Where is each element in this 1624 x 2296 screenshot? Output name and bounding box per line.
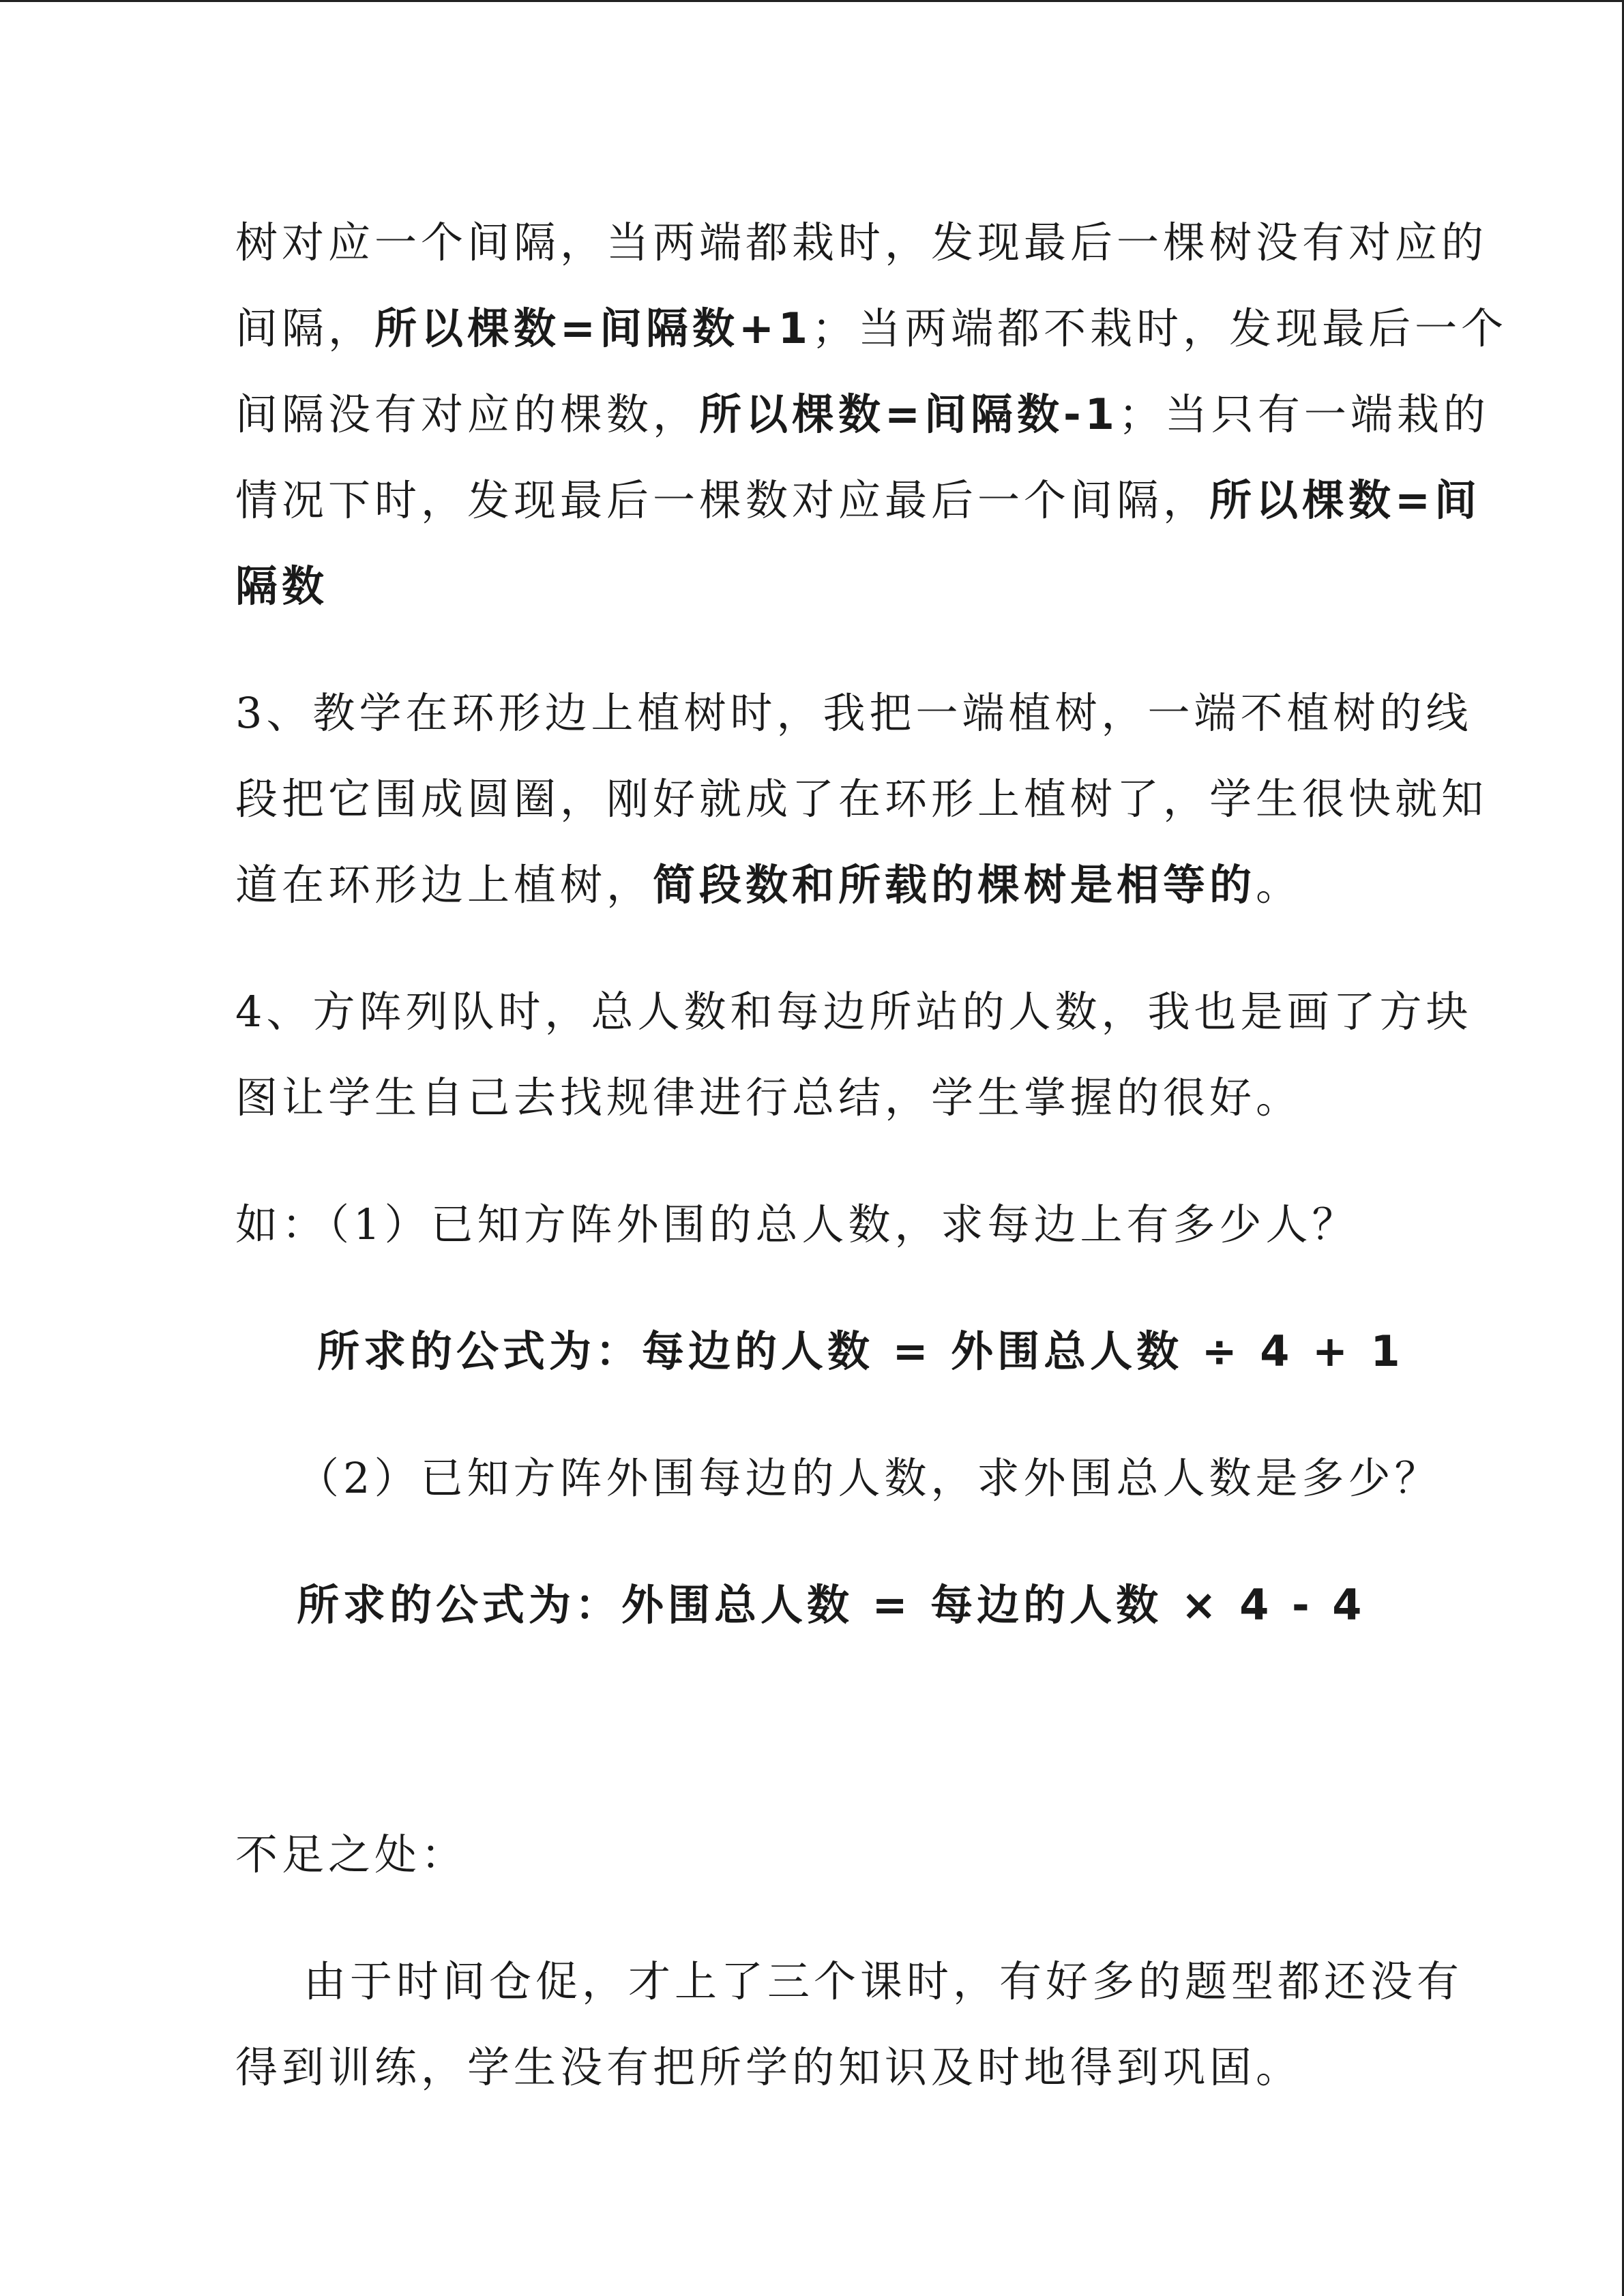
text-run: 道在环形边上植树， bbox=[235, 860, 653, 910]
formula-2 bbox=[235, 1562, 1422, 1648]
paragraph-line bbox=[235, 1939, 1464, 2025]
text-run: 3、教学在环形边上植树时，我把一端植树，一端不植树的线 bbox=[235, 688, 1473, 738]
bold-rule-text: 隔数 bbox=[235, 561, 329, 611]
paragraph-line bbox=[235, 756, 1488, 842]
text-run: 由于时间仓促，才上了三个课时，有好多的题型都还没有 bbox=[304, 1956, 1464, 2006]
text-run: ；当两端都不栽时，发现最后一个 bbox=[812, 303, 1508, 353]
text-run: 。 bbox=[1256, 860, 1303, 910]
formula-1 bbox=[235, 1309, 1422, 1395]
paragraph-line bbox=[235, 670, 1473, 756]
text-run: 树对应一个间隔，当两端都栽时，发现最后一棵树没有对应的 bbox=[235, 218, 1488, 267]
bold-rule-text: 所以棵数=间隔数+1 bbox=[374, 303, 812, 353]
text-run: 得到训练，学生没有把所学的知识及时地得到巩固。 bbox=[235, 2042, 1303, 2092]
paragraph-line bbox=[235, 842, 1422, 928]
text-run: 间隔没有对应的棵数， bbox=[235, 389, 700, 439]
example-question-1 bbox=[235, 1182, 1422, 1268]
bold-rule-text: 简段数和所载的棵树是相等的 bbox=[653, 860, 1256, 910]
paragraph-line bbox=[235, 1055, 1422, 1141]
paragraph-line bbox=[235, 458, 1481, 543]
section-heading bbox=[235, 1812, 1422, 1898]
text-run: 如：（1）已知方阵外围的总人数，求每边上有多少人？ bbox=[235, 1199, 1359, 1249]
text-run: 段把它围成圆圈，刚好就成了在环形上植树了，学生很快就知 bbox=[235, 774, 1488, 824]
text-run: 间隔， bbox=[235, 303, 375, 353]
paragraph-line bbox=[235, 286, 1508, 372]
text-run: 4、方阵列队时，总人数和每边所站的人数，我也是画了方块 bbox=[235, 987, 1473, 1037]
bold-rule-text: 所以棵数=间 bbox=[1209, 475, 1481, 525]
paragraph-line bbox=[235, 969, 1473, 1055]
text-run: ；当只有一端栽的 bbox=[1118, 389, 1490, 439]
paragraph-line bbox=[235, 2025, 1422, 2111]
text-run: 情况下时，发现最后一棵数对应最后一个间隔， bbox=[235, 475, 1210, 525]
text-run: （2）已知方阵外围每边的人数，求外围总人数是多少？ bbox=[297, 1453, 1441, 1503]
document-body bbox=[235, 200, 1508, 2111]
paragraph-line bbox=[235, 543, 1422, 629]
paragraph-line bbox=[235, 372, 1490, 458]
formula-text: 所求的公式为：每边的人数 = 外围总人数 ÷ 4 + 1 bbox=[317, 1326, 1404, 1376]
paragraph-line bbox=[235, 200, 1488, 286]
bold-rule-text: 所以棵数=间隔数-1 bbox=[699, 389, 1119, 439]
formula-text: 所求的公式为：外围总人数 = 每边的人数 × 4 - 4 bbox=[297, 1580, 1366, 1630]
heading-text: 不足之处： bbox=[235, 1830, 468, 1879]
example-question-2 bbox=[235, 1435, 1441, 1521]
text-run: 图让学生自己去找规律进行总结，学生掌握的很好。 bbox=[235, 1073, 1303, 1122]
